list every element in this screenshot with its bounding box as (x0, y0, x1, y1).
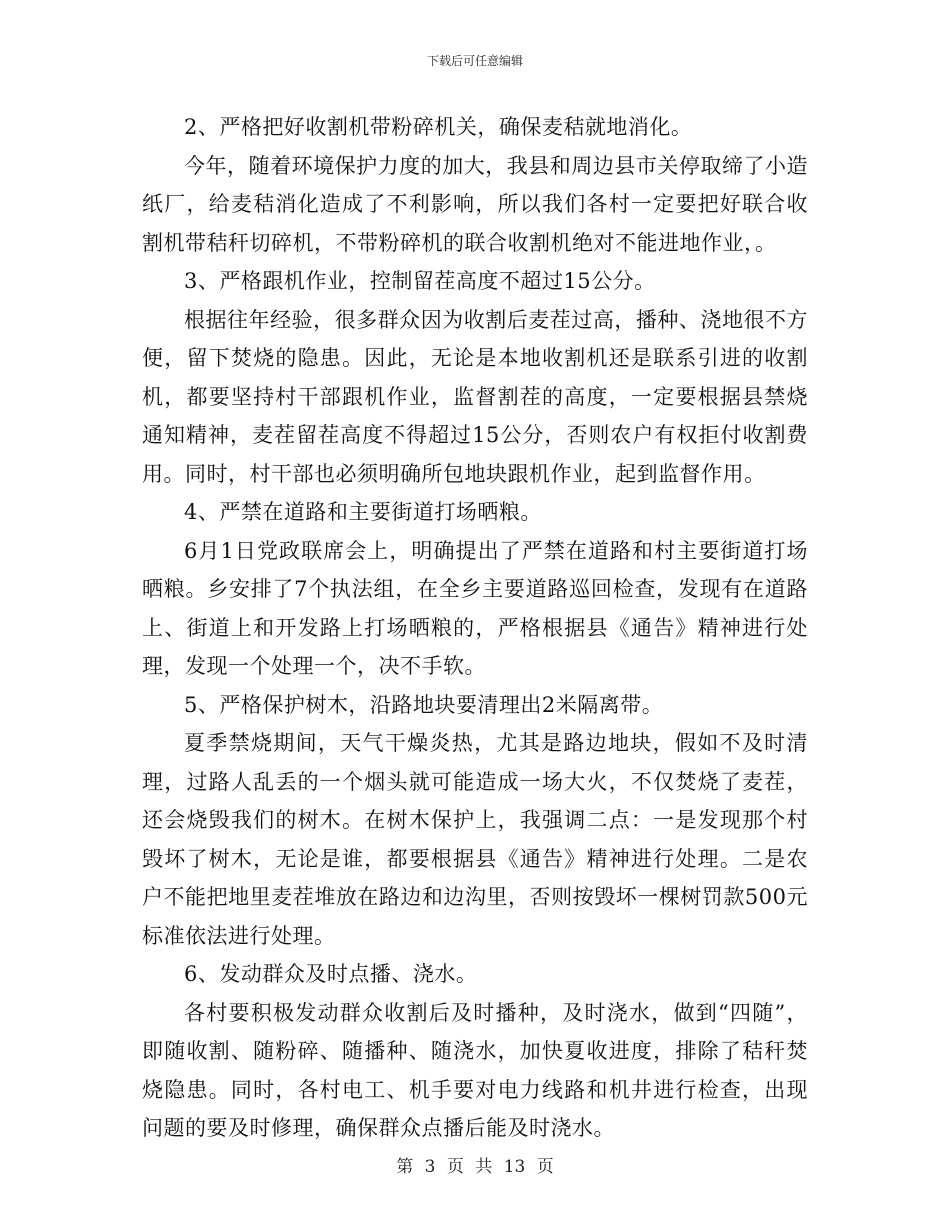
section-heading-4: 4、严禁在道路和主要街道打场晒粮。 (184, 500, 542, 524)
page-number: 第 3 页 共 13 页 (396, 1157, 554, 1177)
section-heading-6: 6、发动群众及时点播、浇水。 (184, 962, 478, 986)
document-body (142, 108, 808, 1148)
paragraph: 各村要积极发动群众收割后及时播种，及时浇水，做到“四随”，即随收割、随粉碎、随播种、随浇水，加快夏收进度，排除了秸秆焚烧隐患。同时，各村电工、机手要对电力线路和机井进行检查，出现问题的要及时修理，确保群众点播后能及时浇水。 (142, 1000, 808, 1140)
paragraph: 6月1日党政联席会上，明确提出了严禁在道路和村主要街道打场晒粮。乡安排了7个执法组，在全乡主要道路巡回检查，发现有在道路上、街道上和开发路上打场晒粮的，严格根据县《通告》精神进行处理，发现一个处理一个，决不手软。 (142, 538, 808, 678)
section-heading-2: 2、严格把好收割机带粉碎机关，确保麦秸就地消化。 (184, 115, 693, 139)
section-heading-3: 3、严格跟机作业，控制留茬高度不超过15公分。 (184, 269, 656, 293)
paragraph: 夏季禁烧期间，天气干燥炎热，尤其是路边地块，假如不及时清理，过路人乱丢的一个烟头就可能造成一场大火，不仅焚烧了麦茬，还会烧毁我们的树木。在树木保护上，我强调二点：一是发现那个村毁坏了树木，无论是谁，都要根据县《通告》精神进行处理。二是农户不能把地里麦茬堆放在路边和边沟里，否则按毁坏一棵树罚款500元标准依法进行处理。 (142, 731, 808, 948)
paragraph: 今年，随着环境保护力度的加大，我县和周边县市关停取缔了小造纸厂，给麦秸消化造成了不利影响，所以我们各村一定要把好联合收割机带秸秆切碎机，不带粉碎机的联合收割机绝对不能进地作业，。 (142, 153, 808, 255)
section-heading-5: 5、严格保护树木，沿路地块要清理出2米隔离带。 (184, 692, 664, 717)
page-header: 下载后可任意编辑 (426, 54, 523, 68)
paragraph: 根据往年经验，很多群众因为收割后麦茬过高，播种、浇地很不方便，留下焚烧的隐患。因此，无论是本地收割机还是联系引进的收割机，都要坚持村干部跟机作业，监督割茬的高度，一定要根据县禁烧通知精神，麦茬留茬高度不得超过15公分，否则农户有权拒付收割费用。同时，村干部也必须明确所包地块跟机作业，起到监督作用。 (142, 307, 808, 486)
